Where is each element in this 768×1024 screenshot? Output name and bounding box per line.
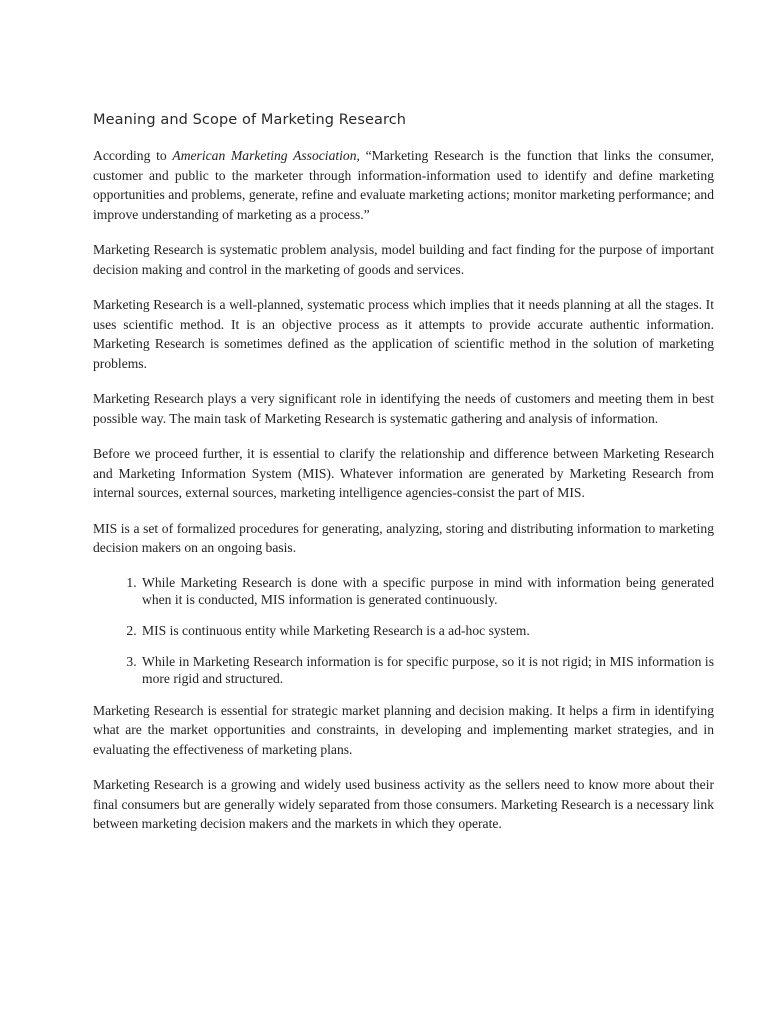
list-item: 1. While Marketing Research is done with a specific purpose in mind with information being generated when it is conducted, MIS information is generated continuously. — [140, 574, 714, 608]
paragraph-systematic-analysis: Marketing Research is systematic problem analysis, model building and fact finding for the purpose of important decision making and control in the marketing of goods and services. — [93, 242, 714, 277]
page-title: Meaning and Scope of Marketing Research — [93, 112, 407, 128]
association-name: American Marketing Association — [172, 148, 357, 163]
paragraph-mis-relationship: Before we proceed further, it is essential to clarify the relationship and difference between Marketing Research and Marketing Information System (MIS). Whatever information are generated by Marketing Research from internal sources, external sources, marketing intelligence agencies-consist the part of MIS. — [93, 446, 714, 500]
paragraph-definition — [93, 146, 714, 224]
paragraph-well-planned: Marketing Research is a well-planned, systematic process which implies that it needs planning at all the stages. It uses scientific method. It is an objective process as it attempts to provide accurate authentic information. Marketing Research is sometimes defined as the application of scientific method in the solution of marketing problems. — [93, 297, 714, 371]
list-item: 2. MIS is continuous entity while Marketing Research is a ad-hoc system. — [140, 622, 714, 639]
paragraph-definition-lead: According to — [93, 148, 173, 163]
paragraph-strategic-planning: Marketing Research is essential for strategic market planning and decision making. It helps a firm in identifying what are the market opportunities and constraints, in developing and implementing market strategies, and in evaluating the effectiveness of marketing plans. — [93, 702, 714, 757]
list-item: 3. While in Marketing Research information is for specific purpose, so it is not rigid; in MIS information is more rigid and structured. — [140, 653, 714, 687]
difference-list — [93, 574, 714, 687]
paragraph-definition-quote: , “Marketing Research is the function that links the consumer, customer and public to the marketer through information-information used to identify and define marketing opportunities and problems, generate, refine and evaluate marketing actions; monitor marketing performance; and improve understanding of marketing as a process.” — [93, 148, 714, 222]
paragraph-mis-definition: MIS is a set of formalized procedures for generating, analyzing, storing and distributing information to marketing decision makers on an ongoing basis. — [93, 520, 714, 555]
document-page — [93, 112, 714, 850]
paragraph-significant-role: Marketing Research plays a very significant role in identifying the needs of customers and meeting them in best possible way. The main task of Marketing Research is systematic gathering and analysis of information. — [93, 391, 714, 426]
paragraph-growing-activity: Marketing Research is a growing and widely used business activity as the sellers need to know more about their final consumers but are generally widely separated from those consumers. Marketing Research is a necessary link between marketing decision makers and the markets in which they operate. — [93, 777, 714, 831]
